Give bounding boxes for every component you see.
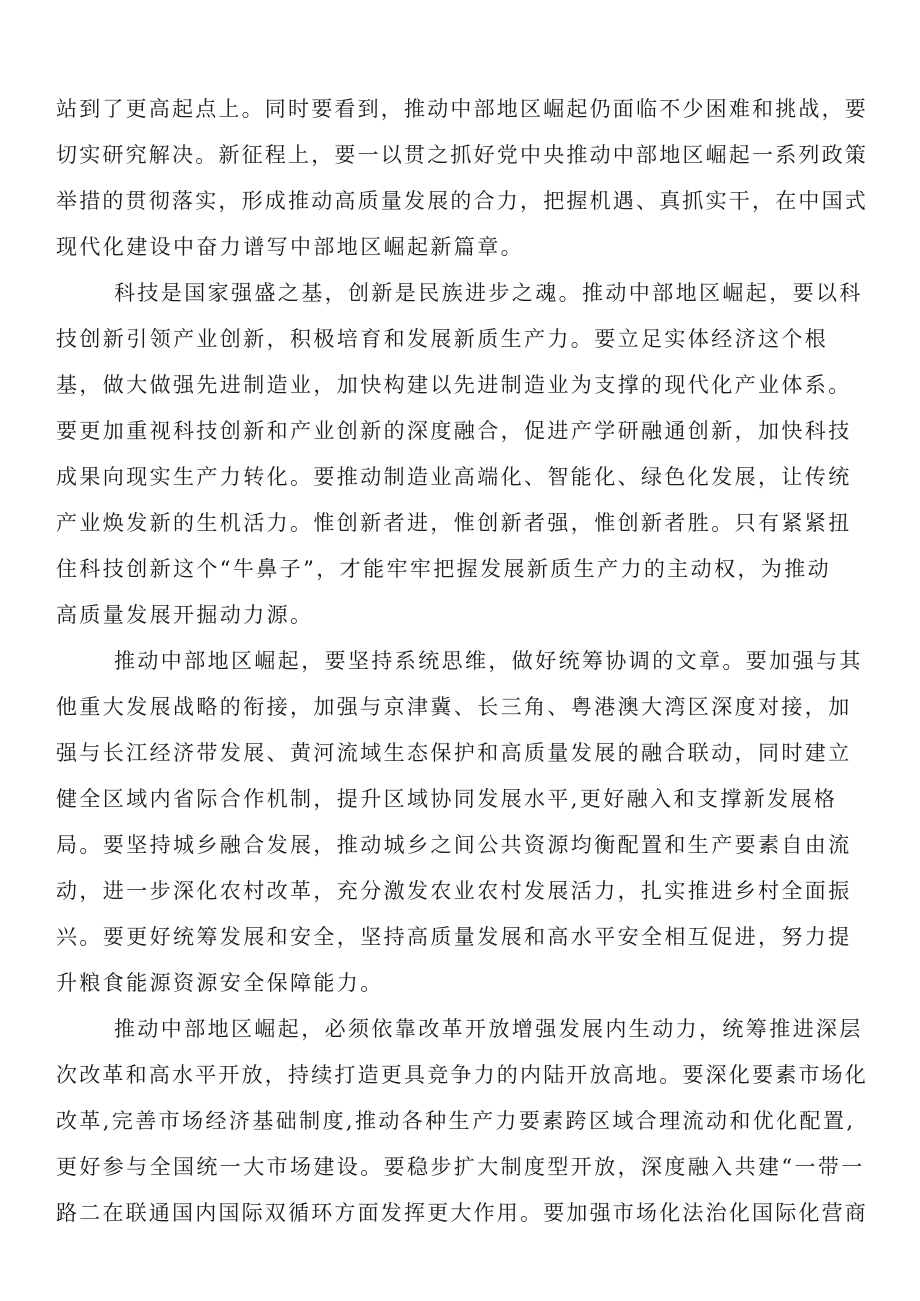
paragraph-4 xyxy=(56,1006,872,1236)
text-line: 现代化建设中奋力谱写中部地区崛起新篇章。 xyxy=(56,235,524,259)
text-line: 改革,完善市场经济基础制度,推动各种生产力要素跨区域合理流动和优化配置, xyxy=(56,1109,856,1133)
paragraph-3 xyxy=(56,638,872,1006)
text-line: 升粮食能源资源安全保障能力。 xyxy=(56,971,384,995)
text-line: 要更加重视科技创新和产业创新的深度融合，促进产学研融通创新，加快科技 xyxy=(56,419,852,443)
text-line: 局。要坚持城乡融合发展，推动城乡之间公共资源均衡配置和生产要素自由流 xyxy=(56,833,852,857)
text-line: 动，进一步深化农村改革，充分激发农业农村发展活力，扎实推进乡村全面振 xyxy=(56,879,852,903)
text-line: 高质量发展开掘动力源。 xyxy=(56,603,314,627)
paragraph-1 xyxy=(56,86,872,270)
text-line: 他重大发展战略的衔接，加强与京津冀、长三角、粤港澳大湾区深度对接，加 xyxy=(56,695,852,719)
text-line: 站到了更高起点上。同时要看到，推动中部地区崛起仍面临不少困难和挑战，要 xyxy=(56,97,868,121)
text-line: 技创新引领产业创新，积极培育和发展新质生产力。要立足实体经济这个根 xyxy=(56,327,829,351)
text-line: 切实研究解决。新征程上，要一以贯之抓好党中央推动中部地区崛起一系列政策 xyxy=(56,143,868,167)
paragraph-2 xyxy=(56,270,872,638)
text-line: 举措的贯彻落实，形成推动高质量发展的合力，把握机遇、真抓实干，在中国式 xyxy=(56,189,868,213)
document-body xyxy=(56,86,872,1236)
text-line: 住科技创新这个“牛鼻子”，才能牢牢把握发展新质生产力的主动权，为推动 xyxy=(56,557,832,581)
text-line: 基，做大做强先进制造业，加快构建以先进制造业为支撑的现代化产业体系。 xyxy=(56,373,852,397)
text-line: 产业焕发新的生机活力。惟创新者进，惟创新者强，惟创新者胜。只有紧紧扭 xyxy=(56,511,852,535)
text-line: 推动中部地区崛起，要坚持系统思维，做好统筹协调的文章。要加强与其 xyxy=(114,649,863,673)
text-line: 成果向现实生产力转化。要推动制造业高端化、智能化、绿色化发展，让传统 xyxy=(56,465,852,489)
text-line: 科技是国家强盛之基，创新是民族进步之魂。推动中部地区崛起，要以科 xyxy=(114,281,863,305)
text-line: 更好参与全国统一大市场建设。要稳步扩大制度型开放，深度融入共建“一带一 xyxy=(56,1155,865,1179)
text-line: 强与长江经济带发展、黄河流域生态保护和高质量发展的融合联动，同时建立 xyxy=(56,741,852,765)
text-line: 路二在联通国内国际双循环方面发挥更大作用。要加强市场化法治化国际化营商 xyxy=(56,1201,868,1225)
text-line: 健全区域内省际合作机制，提升区域协同发展水平,更好融入和支撑新发展格 xyxy=(56,787,838,811)
text-line: 推动中部地区崛起，必须依靠改革开放增强发展内生动力，统筹推进深层 xyxy=(114,1017,863,1041)
text-line: 兴。要更好统筹发展和安全，坚持高质量发展和高水平安全相互促进，努力提 xyxy=(56,925,852,949)
text-line: 次改革和高水平开放，持续打造更具竞争力的内陆开放高地。要深化要素市场化 xyxy=(56,1063,868,1087)
